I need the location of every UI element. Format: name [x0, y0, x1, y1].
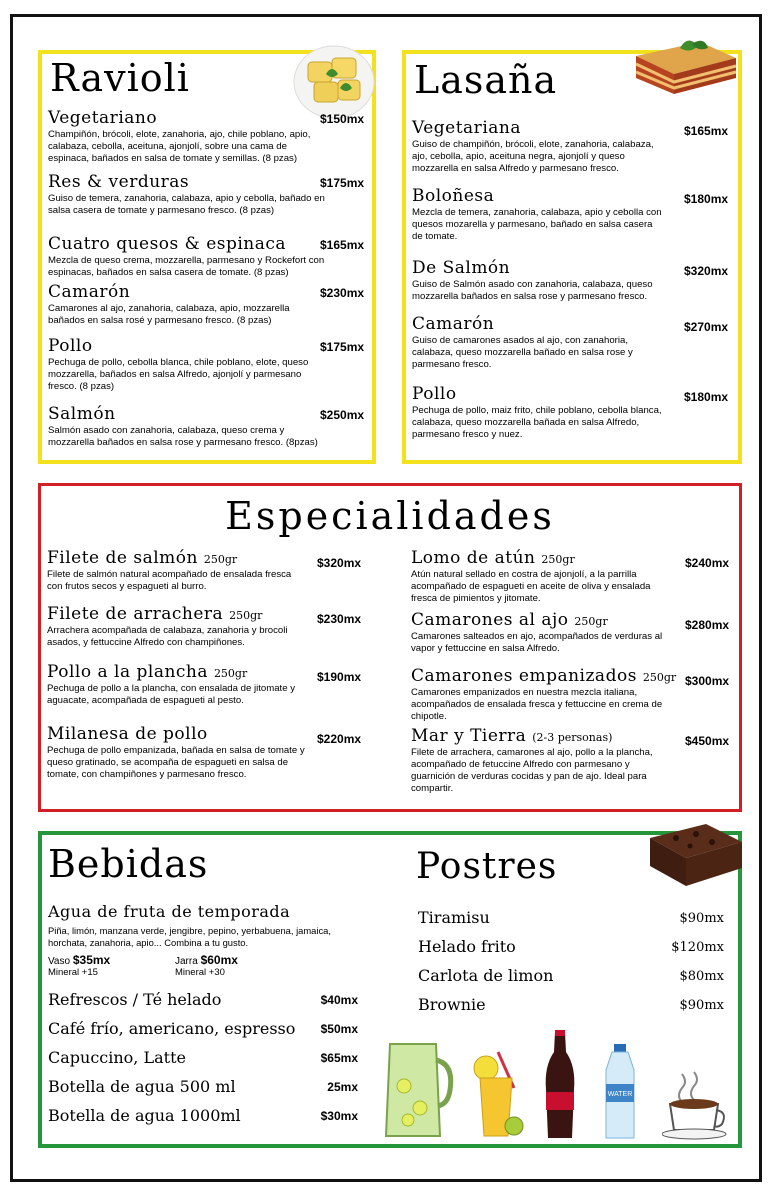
water-bottle-label: WATER — [607, 1091, 633, 1098]
lasana-item-desc: Guiso de champiñón, brócoli, elote, zanahoria, calabaza, ajo, cebolla, apio, aceituna negra, ajonjolí y queso mozzarella en salsa Alfredo y parmesano fresco. — [412, 139, 654, 174]
especialidad-item-desc: Filete de salmón natural acompañado de ensalada fresca con frutos secos y espagueti al burro. — [47, 569, 292, 592]
lasana-item — [412, 186, 662, 243]
ravioli-title: Ravioli — [50, 56, 190, 100]
agua-fruta-desc: Piña, limón, manzana verde, jengibre, pepino, yerbabuena, jamaica, horchata, zanahoria, apio... Combina a tu gusto. — [48, 925, 331, 948]
especialidad-item-price: $240mx — [685, 556, 730, 570]
especialidad-name-text: Pollo a la plancha — [47, 662, 209, 682]
ravioli-item-desc: Salmón asado con zanahoria, calabaza, queso crema y mozzarella bañados en salsa rose y parmesano fresco. (8pzas) — [48, 425, 318, 448]
ravioli-section — [38, 50, 376, 464]
postre-name: Brownie — [418, 995, 486, 1014]
ravioli-item — [48, 404, 326, 449]
especialidades-title: Especialidades — [225, 494, 555, 538]
bebida-item — [48, 1019, 358, 1038]
lasana-item-price: $320mx — [684, 264, 729, 278]
especialidad-item-desc: Arrachera acompañada de calabaza, zanahoria y brocoli asados, y fettuccine Alfredo con champiñones. — [47, 625, 288, 648]
ravioli-item-name: Vegetariano — [48, 108, 158, 128]
bebida-name: Capuccino, Latte — [48, 1048, 186, 1067]
postres-title: Postres — [416, 846, 558, 887]
especialidad-item — [411, 548, 671, 605]
especialidad-name-text: Milanesa de pollo — [47, 724, 208, 744]
agua-fruta-item — [48, 902, 368, 949]
postre-price: $90mx — [679, 998, 724, 1013]
lasana-item-price: $270mx — [684, 320, 729, 334]
especialidad-weight: 250gr — [203, 553, 238, 566]
brownie-icon — [646, 818, 746, 890]
bebida-name: Refrescos / Té helado — [48, 990, 222, 1009]
especialidad-item-name — [47, 548, 307, 568]
especialidad-item-price: $230mx — [317, 612, 362, 626]
bebida-name: Botella de agua 1000ml — [48, 1106, 241, 1125]
postre-item — [418, 937, 724, 956]
bebida-price: $30mx — [320, 1109, 358, 1123]
lasana-item-name: Vegetariana — [412, 118, 521, 138]
especialidad-item-price: $320mx — [317, 556, 362, 570]
bebida-name: Café frío, americano, espresso — [48, 1019, 296, 1038]
ravioli-item-price: $230mx — [320, 286, 365, 300]
lasana-item-desc: Mezcla de temera, zanahoria, calabaza, apio y cebolla con quesos mozarella y parmesano, bañado en salsa casera de tomate. — [412, 207, 662, 242]
especialidad-weight: 250gr — [642, 671, 677, 684]
vaso-option — [48, 953, 110, 978]
ravioli-item-desc: Guiso de temera, zanahoria, calabaza, apio y cebolla, bañado en salsa casera de tomate y parmesano fresco. (8 pzas) — [48, 193, 325, 216]
bebida-price: $50mx — [320, 1022, 358, 1036]
lasana-item-name: De Salmón — [412, 258, 511, 278]
especialidad-item-price: $190mx — [317, 670, 362, 684]
lasana-section — [402, 50, 742, 464]
especialidad-item-desc: Camarones salteados en ajo, acompañados de verduras al vapor y fettuccine en salsa Alfredo. — [411, 631, 663, 654]
ravioli-item-name: Camarón — [48, 282, 131, 302]
especialidad-item — [411, 610, 671, 655]
especialidad-name-text: Camarones al ajo — [411, 610, 569, 630]
ravioli-item — [48, 234, 326, 279]
postre-name: Helado frito — [418, 937, 516, 956]
especialidad-item-desc: Camarones empanizados en nuestra mezcla italiana, acompañados de ensalada fresca y fettuccine en crema de chipotle. — [411, 687, 663, 722]
especialidad-name-text: Lomo de atún — [411, 548, 536, 568]
lasana-item-price: $165mx — [684, 124, 729, 138]
especialidad-item-name — [411, 666, 677, 686]
ravioli-item-price: $175mx — [320, 340, 365, 354]
bebida-item — [48, 1048, 358, 1067]
especialidad-weight: (2-3 personas) — [532, 731, 613, 744]
especialidad-item-name — [47, 662, 307, 682]
ravioli-item — [48, 108, 326, 165]
lasana-item-name: Camarón — [412, 314, 495, 334]
agua-fruta-name: Agua de fruta de temporada — [48, 902, 291, 921]
especialidad-item-name — [411, 610, 671, 630]
especialidad-item-price: $280mx — [685, 618, 730, 632]
especialidad-item-desc: Atún natural sellado en costra de ajonjolí, a la parrilla acompañado de espagueti en aceite de oliva y ensalada fresca de pimientos y jitomate. — [411, 569, 651, 604]
lasana-item — [412, 258, 662, 303]
postre-item — [418, 966, 724, 985]
ravioli-item — [48, 282, 326, 327]
especialidad-item-price: $300mx — [685, 674, 730, 688]
especialidad-item-desc: Pechuga de pollo empanizada, bañada en salsa de tomate y queso gratinado, se acompaña de espagueti en salsa de tomate, con champiñones y parmesano fresco. — [47, 745, 305, 780]
ravioli-item — [48, 172, 326, 217]
lasana-item — [412, 118, 662, 175]
especialidad-item — [47, 604, 307, 649]
lasana-item-price: $180mx — [684, 192, 729, 206]
ravioli-item — [48, 336, 326, 393]
especialidad-item-desc: Pechuga de pollo a la plancha, con ensalada de jitomate y aguacate, acompañada de espagueti al pesto. — [47, 683, 296, 706]
lasana-item-price: $180mx — [684, 390, 729, 404]
especialidad-item — [47, 548, 307, 593]
lasagna-icon — [630, 34, 740, 98]
especialidad-item — [47, 662, 307, 707]
especialidad-name-text: Filete de salmón — [47, 548, 198, 568]
bebida-price: $40mx — [320, 993, 358, 1007]
jarra-extra: Mineral +30 — [175, 967, 225, 978]
ravioli-item-price: $165mx — [320, 238, 365, 252]
postre-item — [418, 995, 724, 1014]
especialidad-item — [411, 726, 671, 795]
water-bottle-icon — [598, 1044, 642, 1142]
vaso-extra: Mineral +15 — [48, 967, 98, 978]
especialidad-name-text: Filete de arrachera — [47, 604, 224, 624]
especialidad-item-desc: Filete de arrachera, camarones al ajo, pollo a la plancha, acompañado de fetuccine Alfredo con parmesano y guarnición de verduras cocidas y pan de ajo. Ideal para compartir. — [411, 747, 653, 794]
lasana-item — [412, 384, 662, 441]
ravioli-item-name: Salmón — [48, 404, 116, 424]
lemonade-pitcher-icon — [380, 1036, 456, 1142]
bebida-item — [48, 990, 358, 1009]
especialidad-item-name — [47, 604, 307, 624]
especialidad-weight: 250gr — [574, 615, 608, 628]
bebida-item — [48, 1077, 358, 1096]
ravioli-item-name: Res & verduras — [48, 172, 190, 192]
ravioli-item-desc: Pechuga de pollo, cebolla blanca, chile poblano, elote, queso mozzarella, bañados en salsa Alfredo, ajonjolí y parmesano fresco. (8 pzas) — [48, 357, 309, 392]
bebida-name: Botella de agua 500 ml — [48, 1077, 236, 1096]
postre-item — [418, 908, 724, 927]
vaso-price: $35mx — [72, 953, 111, 967]
jarra-label: Jarra — [175, 956, 198, 967]
lasana-item — [412, 314, 662, 371]
lasana-item-desc: Guiso de Salmón asado con zanahoria, calabaza, queso mozzarella bañados en salsa rose y parmesano fresco. — [412, 279, 653, 302]
especialidad-item-name — [411, 726, 671, 746]
especialidad-item — [411, 666, 677, 723]
especialidad-item-name — [411, 548, 671, 568]
vaso-label: Vaso — [48, 956, 71, 967]
jarra-option — [175, 953, 238, 978]
especialidad-weight: 250gr — [229, 609, 263, 622]
ravioli-item-desc: Champiñón, brócoli, elote, zanahoria, ajo, chile poblano, apio, calabaza, cebolla, aceituna, ajonjolí, sobre una cama de espinaca, bañados en salsa de tomate y semillas. (8 pzas) — [48, 129, 311, 164]
bebidas-title: Bebidas — [48, 842, 209, 886]
postre-price: $120mx — [671, 940, 724, 955]
cola-bottle-icon — [540, 1030, 580, 1142]
especialidad-item-price: $220mx — [317, 732, 362, 746]
especialidad-item-price: $450mx — [685, 734, 730, 748]
postre-name: Carlota de limon — [418, 966, 554, 985]
ravioli-item-name: Cuatro quesos & espinaca — [48, 234, 287, 254]
juice-glass-icon — [470, 1048, 534, 1142]
bebida-price: 25mx — [327, 1080, 358, 1094]
ravioli-item-name: Pollo — [48, 336, 93, 356]
especialidad-name-text: Mar y Tierra — [411, 726, 527, 746]
lasana-item-name: Boloñesa — [412, 186, 495, 206]
lasana-item-name: Pollo — [412, 384, 457, 404]
ravioli-item-price: $250mx — [320, 408, 365, 422]
ravioli-item-desc: Mezcla de queso crema, mozzarella, parmesano y Rockefort con espinacas, bañados en salsa casera de tomate. (8 pzas) — [48, 255, 325, 278]
especialidad-item-name — [47, 724, 307, 744]
postre-name: Tiramisu — [418, 908, 490, 927]
bebida-item — [48, 1106, 358, 1125]
especialidades-section — [38, 483, 742, 812]
lasana-item-desc: Pechuga de pollo, maiz frito, chile poblano, cebolla blanca, calabaza, queso mozzarella bañada en salsa Alfredo, parmesano fresco y nuez. — [412, 405, 662, 440]
especialidad-weight: 250gr — [213, 667, 248, 680]
lasana-title: Lasaña — [414, 58, 558, 102]
coffee-cup-icon — [662, 1068, 732, 1142]
especialidad-name-text: Camarones empanizados — [411, 666, 637, 686]
jarra-price: $60mx — [200, 953, 238, 967]
especialidad-weight: 250gr — [541, 553, 575, 566]
ravioli-item-price: $175mx — [320, 176, 365, 190]
ravioli-item-desc: Camarones al ajo, zanahoria, calabaza, apio, mozzarella bañados en salsa rosé y parmesano fresco. (8 pzas) — [48, 303, 290, 326]
especialidad-item — [47, 724, 307, 781]
bebida-price: $65mx — [320, 1051, 358, 1065]
postre-price: $80mx — [679, 969, 724, 984]
lasana-item-desc: Guiso de camarones asados al ajo, con zanahoria, calabaza, queso mozzarella bañado en salsa rose y parmesano fresco. — [412, 335, 633, 370]
postre-price: $90mx — [679, 911, 724, 926]
ravioli-item-price: $150mx — [320, 112, 365, 126]
